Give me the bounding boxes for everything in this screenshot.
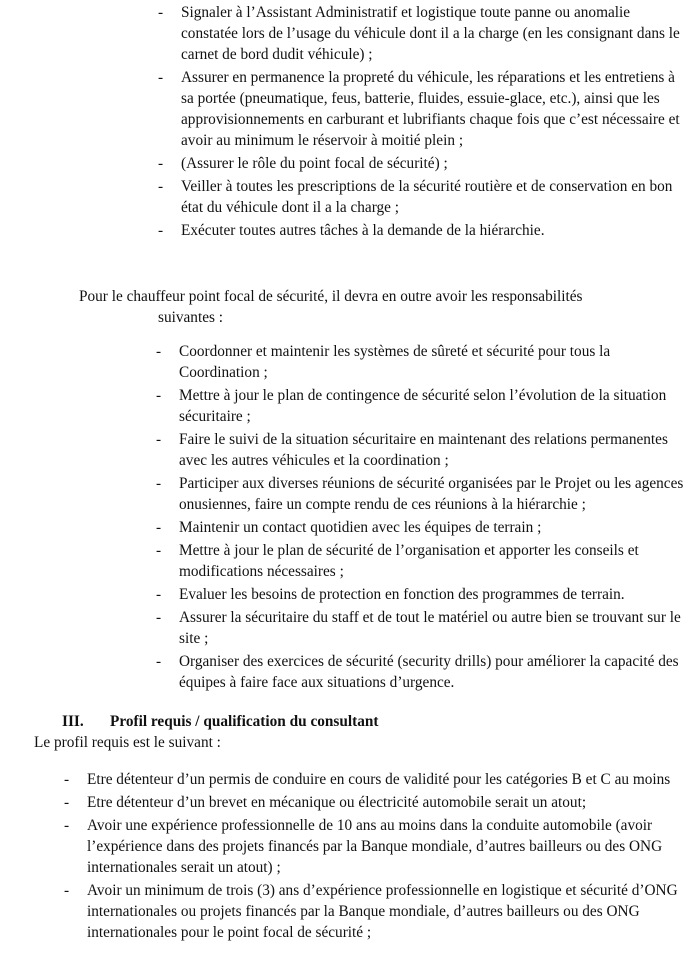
list-item xyxy=(64,792,687,813)
dash-bullet: - xyxy=(156,343,162,360)
dash-bullet: - xyxy=(156,653,162,670)
list-item xyxy=(158,153,681,174)
list-item-text: Evaluer les besoins de protection en fonction des programmes de terrain. xyxy=(179,586,625,603)
dash-bullet: - xyxy=(156,475,162,492)
list-item xyxy=(156,607,689,649)
list-item-text: Exécuter toutes autres tâches à la demande de la hiérarchie. xyxy=(181,222,545,239)
list-item xyxy=(156,429,689,471)
list-item-text: Faire le suivi de la situation sécuritaire en maintenant des relations permanentes avec les autres véhicules et la coordination ; xyxy=(179,431,668,469)
dash-bullet: - xyxy=(158,155,164,172)
dash-bullet: - xyxy=(156,609,162,626)
dash-bullet: - xyxy=(156,519,162,536)
dash-bullet: - xyxy=(158,69,164,86)
list-item xyxy=(64,815,687,878)
section-title: Profil requis / qualification du consultant xyxy=(110,713,379,730)
list-item-text: Mettre à jour le plan de sécurité de l’organisation et apporter les conseils et modifications nécessaires ; xyxy=(179,542,639,580)
dash-bullet: - xyxy=(64,882,70,899)
dash-bullet: - xyxy=(156,387,162,404)
requirements-list xyxy=(64,769,687,945)
list-item-text: Signaler à l’Assistant Administratif et logistique toute panne ou anomalie constatée lors de l’usage du véhicule dont il a la charge (en les consignant dans le carnet de bord dudit véhicule) ; xyxy=(181,4,680,63)
list-item-text: Veiller à toutes les prescriptions de la sécurité routière et de conservation en bon état du véhicule dont il a la charge ; xyxy=(181,178,673,216)
list-item xyxy=(156,584,689,605)
list-item xyxy=(158,176,681,218)
list-item xyxy=(158,220,681,241)
list-item xyxy=(156,341,689,383)
list-item xyxy=(64,769,687,790)
list-item xyxy=(156,540,689,582)
list-item-text: Mettre à jour le plan de contingence de sécurité selon l’évolution de la situation sécuritaire ; xyxy=(179,387,667,425)
list-item-text: Assurer la sécuritaire du staff et de tout le matériel ou autre bien se trouvant sur le site ; xyxy=(179,609,681,647)
list-item-text: Avoir un minimum de trois (3) ans d’expérience professionnelle en logistique et sécurité d’ONG internationales ou projets financés par la Banque mondiale, d’autres bailleurs ou des ONG internationales pour le point focal de sécurité ; xyxy=(87,882,678,941)
dash-bullet: - xyxy=(158,178,164,195)
list-item xyxy=(156,385,689,427)
dash-bullet: - xyxy=(64,817,70,834)
list-item-text: Participer aux diverses réunions de sécurité organisées par le Projet ou les agences onusiennes, faire un compte rendu de ces réunions à la hiérarchie ; xyxy=(179,475,684,513)
section-intro: Le profil requis est le suivant : xyxy=(34,734,221,751)
list-item-text: Avoir une expérience professionnelle de 10 ans au moins dans la conduite automobile (avoir l’expérience dans des projets financés par la Banque mondiale, d’autres bailleurs ou des ONG internationales serait un atout) ; xyxy=(87,817,663,876)
list-item-text: Maintenir un contact quotidien avec les équipes de terrain ; xyxy=(179,519,542,536)
dash-bullet: - xyxy=(158,222,164,239)
dash-bullet: - xyxy=(156,542,162,559)
list-item-text: Coordonner et maintenir les systèmes de sûreté et sécurité pour tous la Coordination ; xyxy=(179,343,611,381)
list-item-text: Etre détenteur d’un brevet en mécanique ou électricité automobile serait un atout; xyxy=(87,794,587,811)
list-item-text: Assurer en permanence la propreté du véhicule, les réparations et les entretiens à sa portée (pneumatique, feus, batterie, fluides, essuie-glace, etc.), ainsi que les approvisionnements en carburant et lubrifiants chaque fois que c’est nécessaire et avoir au minimum le réservoir à moitié plein ; xyxy=(181,69,680,149)
list-item-text: (Assurer le rôle du point focal de sécurité) ; xyxy=(181,155,448,172)
dash-bullet: - xyxy=(156,431,162,448)
dash-bullet: - xyxy=(64,771,70,788)
section-heading xyxy=(62,711,378,732)
focal-point-duties-list xyxy=(156,341,689,695)
list-item xyxy=(158,2,681,65)
dash-bullet: - xyxy=(158,4,164,21)
section-number: III. xyxy=(62,713,84,730)
list-item xyxy=(156,651,689,693)
list-item xyxy=(158,67,681,151)
focal-intro-line2: suivantes : xyxy=(158,309,224,326)
dash-bullet: - xyxy=(64,794,70,811)
focal-intro-line1: Pour le chauffeur point focal de sécurité, il devra en outre avoir les responsabilités xyxy=(79,288,583,305)
focal-point-intro xyxy=(79,286,679,328)
list-item xyxy=(64,880,687,943)
list-item xyxy=(156,473,689,515)
driver-duties-list xyxy=(158,2,681,243)
dash-bullet: - xyxy=(156,586,162,603)
list-item-text: Etre détenteur d’un permis de conduire en cours de validité pour les catégories B et C au moins xyxy=(87,771,671,788)
list-item-text: Organiser des exercices de sécurité (security drills) pour améliorer la capacité des équipes à faire face aux situations d’urgence. xyxy=(179,653,679,691)
list-item xyxy=(156,517,689,538)
